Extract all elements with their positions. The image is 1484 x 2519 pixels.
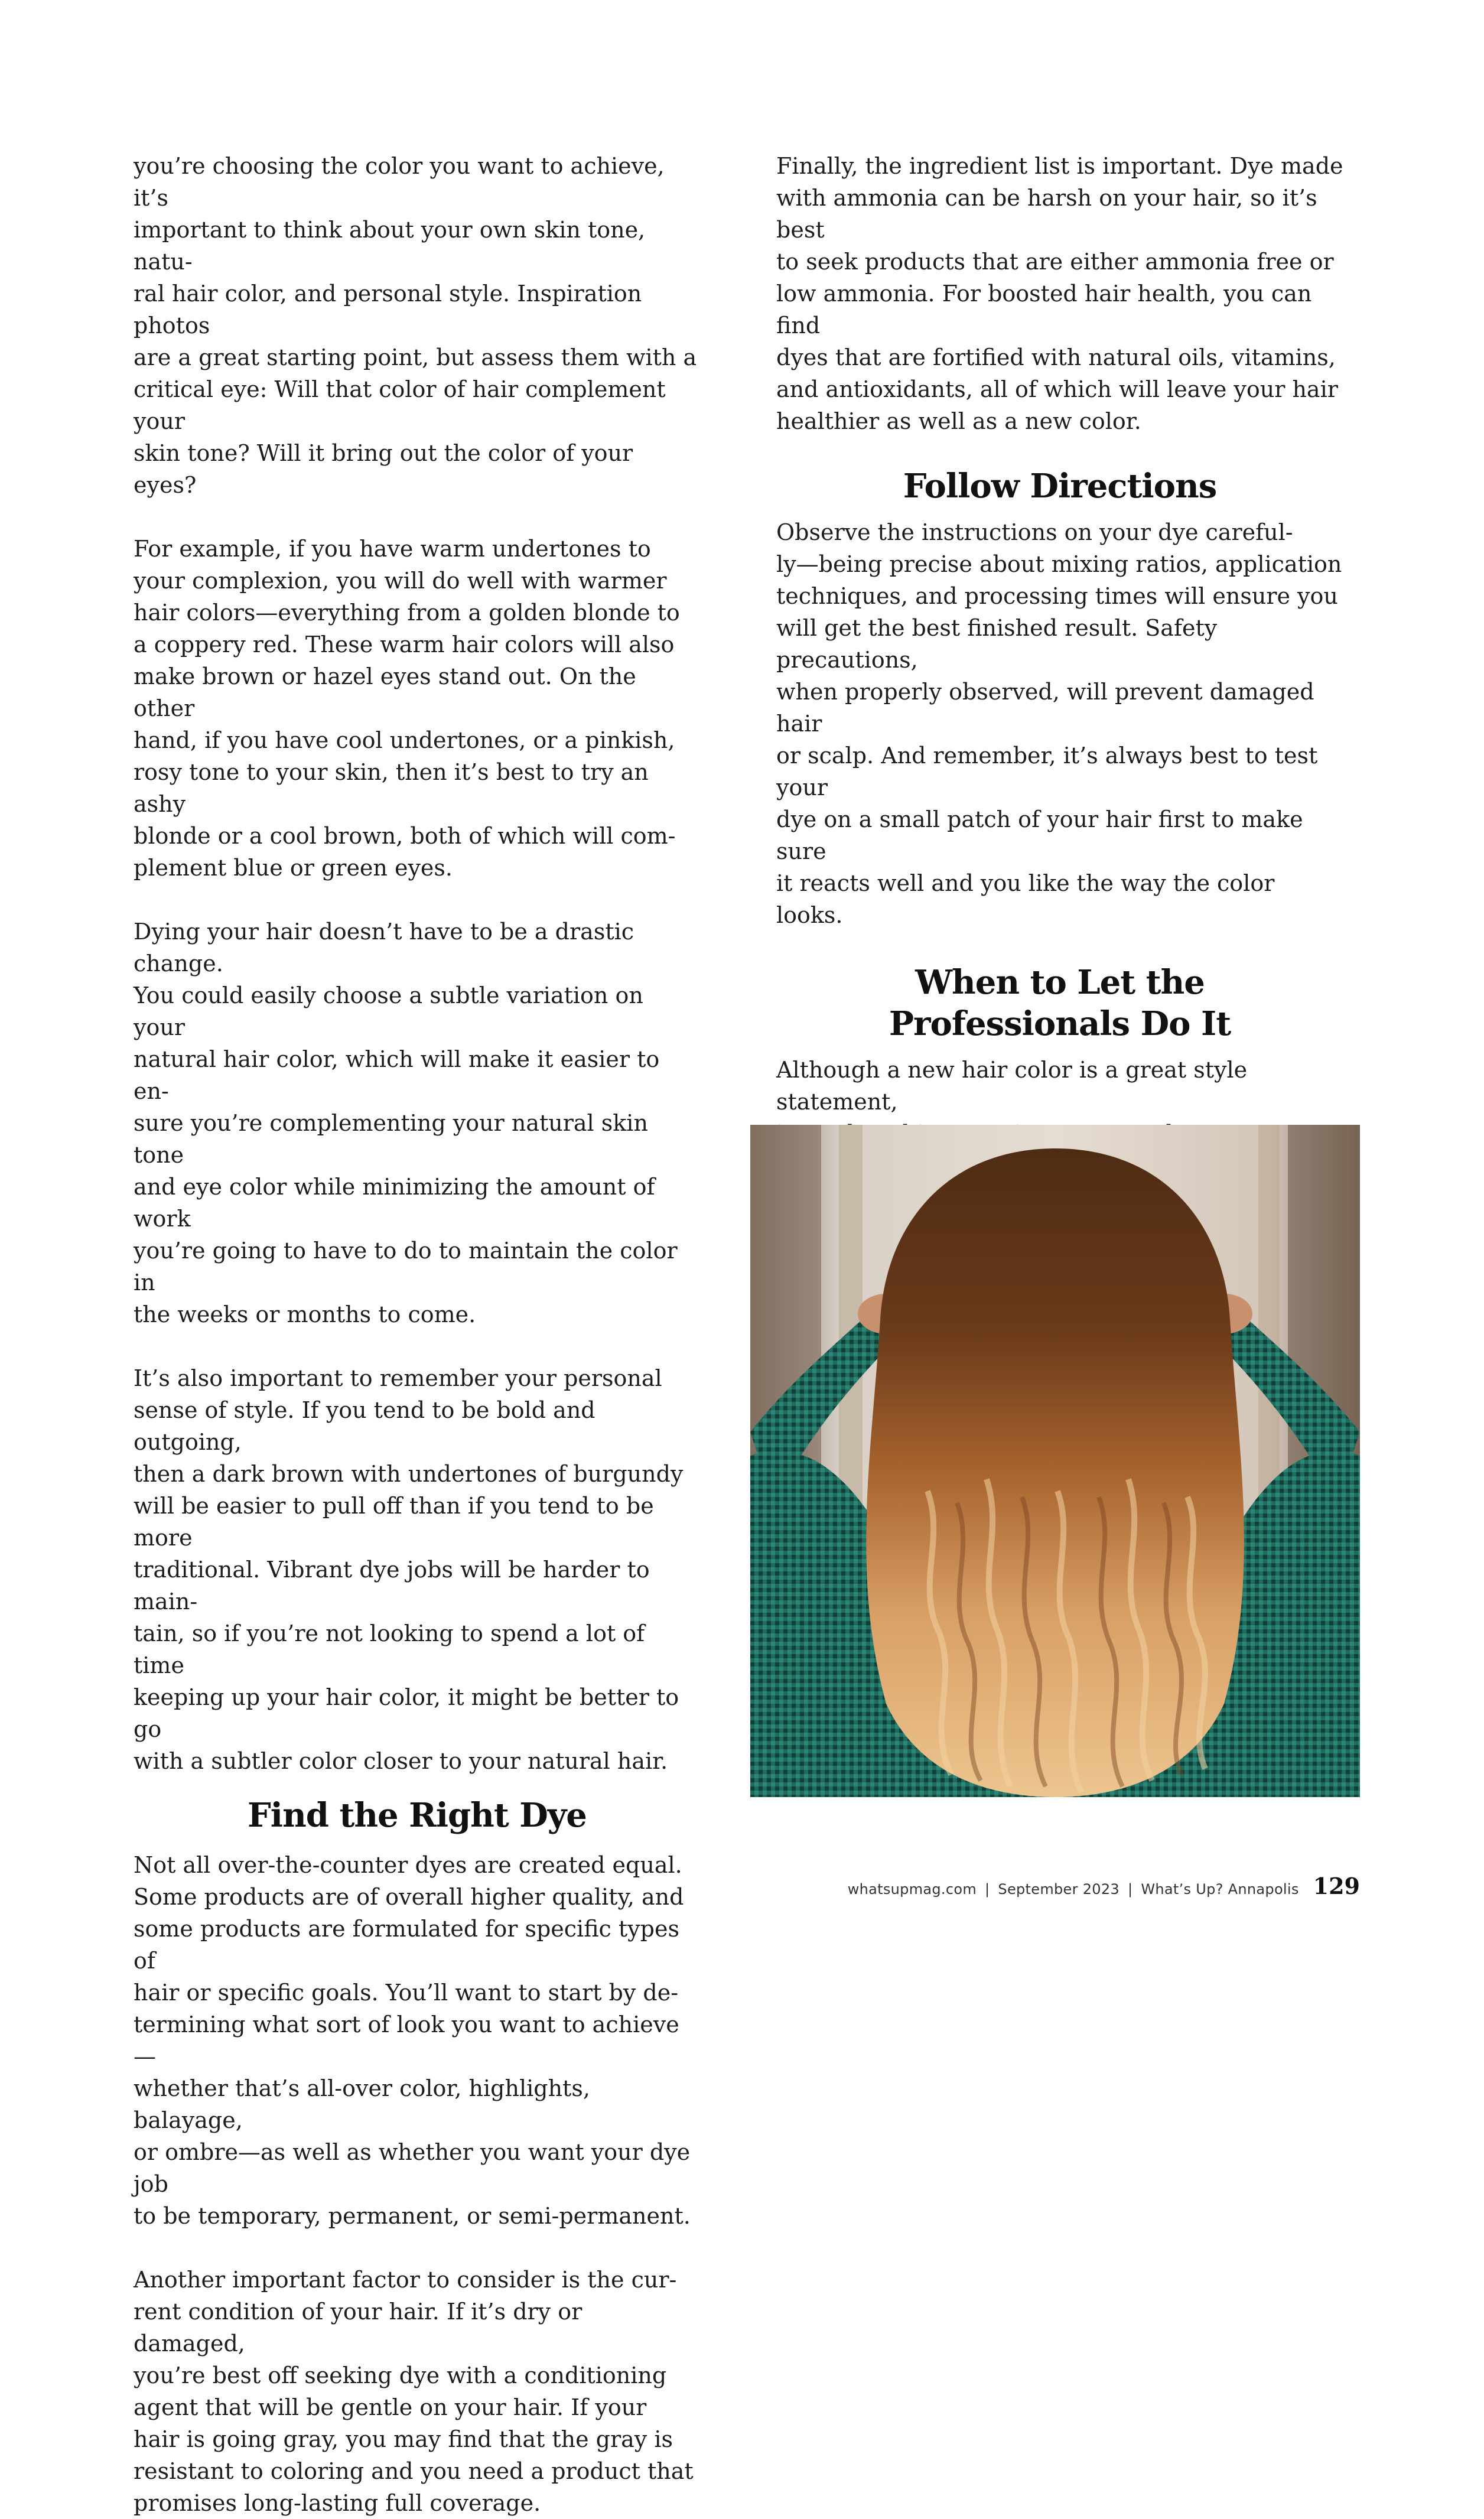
- footer-separator: |: [1127, 1881, 1133, 1898]
- body-paragraph: Not all over-the-counter dyes are created equal. Some products are of overall higher quality, and some products are formulated for specific types of hair or specific goals. You’ll want to start by de- termining what sort of look you want to achieve— whether that’s all-over color, highlights, balayage, or ombre—as well as whether you want your dye job to be temporary, permanent, or semi-permanent.: [134, 1852, 691, 2229]
- body-paragraph: you’re choosing the color you want to achieve, it’s important to think about your own skin tone, natu- ral hair color, and personal style. Inspiration photos are a great starting point, but assess them with a critical eye: Will that color of hair complement your skin tone? Will it bring out the color of your eyes?: [134, 153, 697, 498]
- body-paragraph: Dying your hair doesn’t have to be a drastic change. You could easily choose a subtle variation on your natural hair color, which will make it easier to en- sure you’re complementing your natural skin tone and eye color while minimizing the amount of work you’re going to have to do to maintain the color in the weeks or months to come.: [134, 919, 678, 1327]
- footer-site: whatsupmag.com: [847, 1881, 977, 1898]
- footer-date: September 2023: [998, 1881, 1119, 1898]
- photo-icon: [750, 1125, 1360, 1797]
- body-paragraph: Observe the instructions on your dye careful- ly—being precise about mixing ratios, application techniques, and processing times will ensure you will get the best finished result. Safety precautions, when properly observed, will prevent damaged hair or scalp. And remember, it’s always best to test your dye on a small patch of your hair first to make sure it reacts well and you like the way the color looks.: [776, 519, 1342, 928]
- body-paragraph: Another important factor to consider is the cur- rent condition of your hair. If it’s dry or damaged, you’re best off seeking dye with a conditioning agent that will be gentle on your hair. If your hair is going gray, you may find that the gray is resistant to coloring and you need a product that promises long-lasting full coverage.: [134, 2267, 694, 2516]
- body-paragraph: It’s also important to remember your personal sense of style. If you tend to be bold and outgoing, then a dark brown with undertones of burgundy will be easier to pull off than if you tend to be more traditional. Vibrant dye jobs will be harder to main- tain, so if you’re not looking to spend a lot of time keeping up your hair color, it might be better to go with a subtler color closer to your natural hair.: [134, 1365, 684, 1774]
- body-paragraph: For example, if you have warm undertones to your complexion, you will do well with warmer hair colors—everything from a golden blonde to a coppery red. These warm hair colors will also make brown or hazel eyes stand out. On the other hand, if you have cool undertones, or a pinkish, rosy tone to your skin, then it’s best to try an ashy blonde or a cool brown, both of which will com- plement blue or green eyes.: [134, 536, 680, 881]
- page-footer: [848, 1873, 1360, 1899]
- left-column: [134, 150, 701, 2519]
- body-paragraph: Finally, the ingredient list is important. Dye made with ammonia can be harsh on your hair, so it’s best to seek products that are either ammonia free or low ammonia. For boosted hair health, you can find dyes that are fortified with natural oils, vitamins, and antioxidants, all of which will leave your hair healthier as well as a new color.: [776, 153, 1343, 434]
- section-heading-find-the-right-dye: Find the Right Dye: [248, 1796, 587, 1835]
- hair-photo: [750, 1125, 1360, 1797]
- footer-publication: What’s Up? Annapolis: [1141, 1881, 1299, 1898]
- section-heading-follow-directions: Follow Directions: [903, 467, 1217, 506]
- page-number: 129: [1313, 1873, 1360, 1899]
- body-paragraph: Although a new hair color is a great style statement,: [776, 1057, 1248, 1115]
- footer-separator: |: [985, 1881, 990, 1898]
- section-heading-professionals: When to Let the Professionals Do It: [889, 963, 1231, 1043]
